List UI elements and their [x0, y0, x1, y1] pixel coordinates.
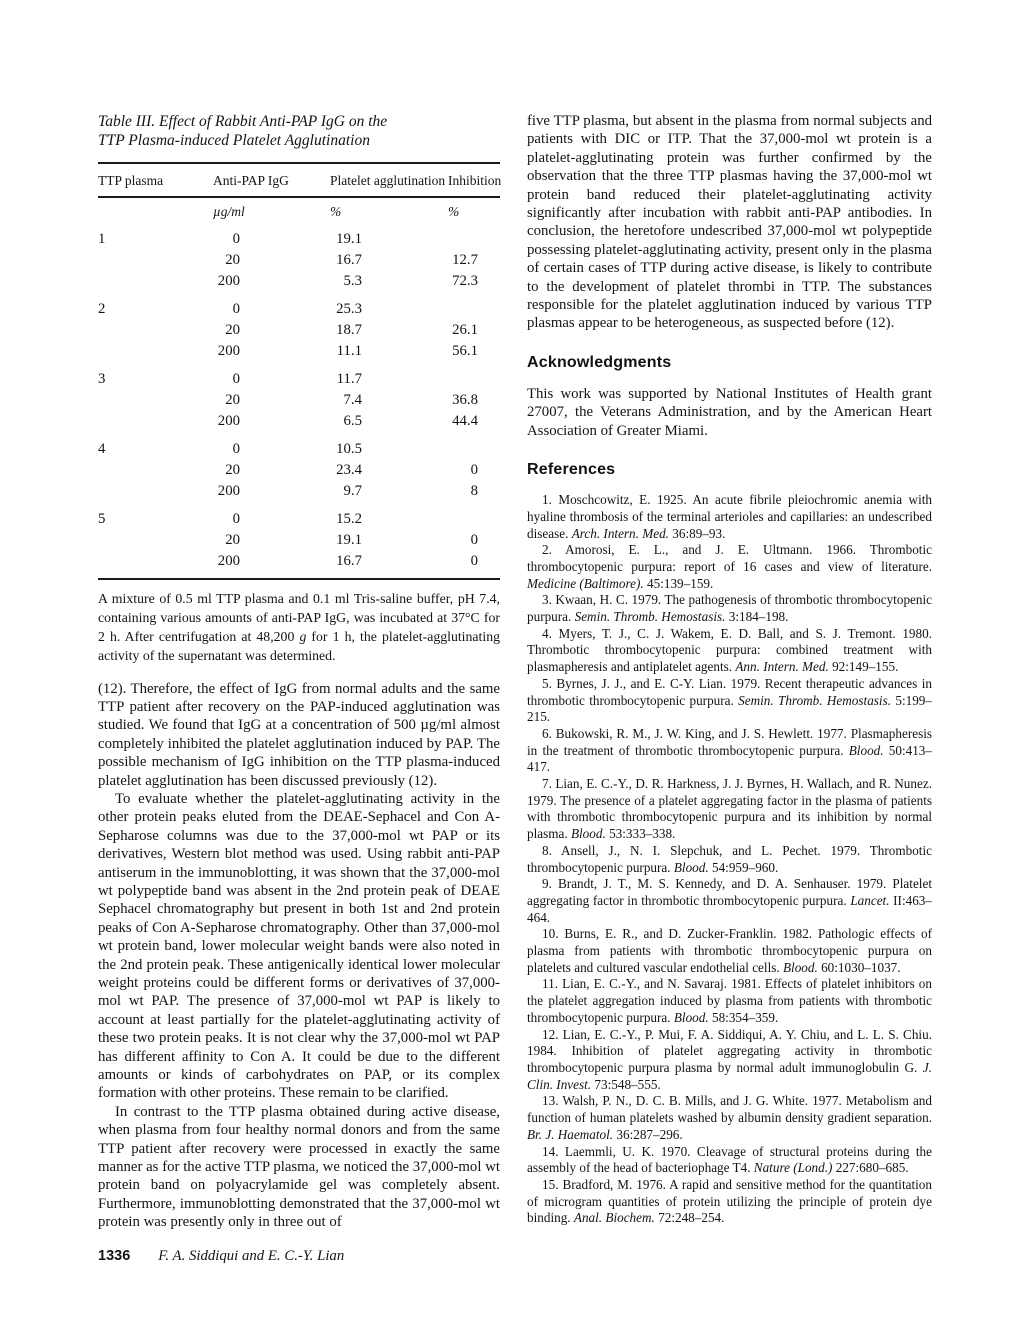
cell-dose: 200: [217, 552, 240, 569]
table-title-line1: Table III. Effect of Rabbit Anti-PAP IgG on the: [98, 113, 388, 130]
cell-dose: 20: [225, 461, 240, 478]
cell-inhibition: 72.3: [452, 272, 478, 289]
cell-dose: 20: [225, 531, 240, 548]
cell-plasma-id-empty: [98, 390, 213, 411]
cell-dose: 200: [217, 342, 240, 359]
cell-dose: 0: [232, 300, 240, 317]
table-group-plasma-2: [98, 299, 500, 362]
reference-item: 6. Bukowski, R. M., J. W. King, and J. S. Hewlett. 1977. Plasmapheresis in the treatment of thrombotic thrombocytopenic purpura. Blood. 50:413–417.: [527, 725, 932, 775]
reference-item: 14. Laemmli, U. K. 1970. Cleavage of structural proteins during the assembly of the head of bacteriophage T4. Nature (Lond.) 227:680–685.: [527, 1143, 932, 1176]
cell-plasma-id-empty: [98, 411, 213, 432]
cell-agglutination: 16.7: [336, 251, 362, 268]
left-column: [98, 112, 500, 1265]
table-row: [98, 411, 500, 432]
body-paragraph: five TTP plasma, but absent in the plasma from normal subjects and patients with DIC or ITP. That the 37,000-mol wt protein is a platelet-agglutinating protein was further confirmed by the observation that the three TTP plasmas having the 37,000-mol wt protein band reduced their platelet-agglutinating activity significantly after incubation with rabbit anti-PAP antibodies. In conclusion, the heretofore undescribed 37,000-mol wt polypeptide possessing platelet-agglutinating activity, present only in the plasma of certain cases of TTP during active disease, is likely to contribute to the development of platelet thrombi in TTP. The substances responsible for the platelet agglutination induced by various TTP plasmas appear to be heterogeneous, as suspected before (12).: [527, 113, 932, 332]
acknowledgments-text: This work was supported by National Institutes of Health grant 27007, the Veterans Administration, and by the American Heart Association of Greater Miami.: [527, 385, 932, 439]
cell-inhibition: 56.1: [452, 342, 478, 359]
reference-item: 8. Ansell, J., N. I. Slepchuk, and L. Pechet. 1979. Thrombotic thrombocytopenic purpura. Blood. 54:959–960.: [527, 842, 932, 875]
table-group-plasma-3: [98, 369, 500, 432]
table-row: [98, 271, 500, 292]
cell-dose: 200: [217, 482, 240, 499]
table-title-line2: TTP Plasma-induced Platelet Agglutination: [98, 132, 370, 149]
references-heading: References: [527, 461, 616, 479]
cell-dose: 0: [232, 510, 240, 527]
table-group-plasma-5: [98, 509, 500, 572]
cell-agglutination: 19.1: [336, 531, 362, 548]
page-footer: [98, 1248, 500, 1265]
table-row: [98, 551, 500, 572]
page-number: 1336: [98, 1247, 131, 1264]
cell-agglutination: 9.7: [343, 482, 362, 499]
table-group-plasma-4: [98, 439, 500, 502]
cell-plasma-id-empty: [98, 250, 213, 271]
cell-agglutination: 6.5: [343, 412, 362, 429]
cell-agglutination: 11.1: [336, 342, 362, 359]
cell-inhibition: [448, 439, 500, 460]
cell-inhibition: 26.1: [452, 321, 478, 338]
unit-cell-percent-inhibition: %: [448, 203, 460, 219]
cell-plasma-id-empty: [98, 271, 213, 292]
column-header-anti-pap-igg: Anti-PAP IgG: [213, 173, 289, 188]
unit-cell-empty: [98, 204, 213, 220]
cell-inhibition: 0: [470, 531, 478, 548]
table-row: [98, 229, 500, 250]
table-row: [98, 369, 500, 390]
right-column: [527, 112, 932, 1227]
table-group-plasma-1: [98, 229, 500, 292]
body-paragraph: To evaluate whether the platelet-agglutinating activity in the other protein peaks eluted from the DEAE-Sephacel and Con A-Sepharose columns was due to the 37,000-mol wt PAP or its derivatives, Western blot method was used. Using rabbit anti-PAP antiserum in the immunoblotting, it was shown that the 37,000-mol wt polypeptide band was absent in the 2nd protein peak of DEAE Sephacel chromatography but present in both 1st and 2nd protein peaks of Con A-Sepharose chromatography. Other than 37,000-mol wt protein band, lower molecular weight bands were also noted in the 2nd protein peak. These antigenically identical lower molecular weight proteins could be different forms or derivatives of 37,000-mol wt PAP. The presence of 37,000-mol wt PAP is likely to account at least partially for the platelet-agglutinating activity of these two protein peaks. It is not clear why the 37,000-mol wt PAP has different affinity to Con A. It could be due to the different amounts or kinds of carbohydrates on PAP, or its complex formation with other proteins. These remain to be clarified.: [98, 790, 500, 1102]
table-row: [98, 460, 500, 481]
reference-item: 7. Lian, E. C.-Y., D. R. Harkness, J. J. Byrnes, H. Wallach, and R. Nunez. 1979. The presence of a platelet aggregating factor in the plasma of patients with thrombotic thrombocytopenic purpura and its inhibition by normal plasma. Blood. 53:333–338.: [527, 776, 932, 842]
cell-inhibition: [448, 509, 500, 530]
reference-item: 1. Moschcowitz, E. 1925. An acute fibrile pleiochromic anemia with hyaline thrombosis of the terminal arterioles and capillaries: an undescribed disease. Arch. Intern. Med. 36:89–93.: [527, 492, 932, 541]
column-header-ttp-plasma: TTP plasma: [98, 173, 164, 188]
cell-agglutination: 15.2: [336, 510, 362, 527]
cell-inhibition: 0: [470, 461, 478, 478]
cell-dose: 20: [225, 391, 240, 408]
reference-item: 4. Myers, T. J., C. J. Wakem, E. D. Ball, and S. J. Tremont. 1980. Thrombotic thrombocytopenic purpura: combined treatment with plasmapheresis and antiplatelet agents. Ann. Intern. Med. 92:149–155.: [527, 625, 932, 675]
cell-agglutination: 11.7: [336, 370, 362, 387]
table-row: [98, 341, 500, 362]
table-row: [98, 530, 500, 551]
reference-item: 9. Brandt, J. T., M. S. Kennedy, and D. A. Senhauser. 1979. Platelet aggregating factor in thrombotic thrombocytopenic purpura. Lancet. II:463–464.: [527, 876, 932, 925]
cell-plasma-id: 1: [98, 230, 106, 247]
table-row: [98, 390, 500, 411]
cell-dose: 200: [217, 272, 240, 289]
cell-inhibition: 44.4: [452, 412, 478, 429]
cell-dose: 200: [217, 412, 240, 429]
column-header-platelet-agglutination: Platelet agglutination: [330, 173, 446, 188]
table-header-row: [98, 164, 500, 196]
reference-item: 15. Bradford, M. 1976. A rapid and sensitive method for the quantitation of microgram quantities of protein utilizing the principle of protein dye binding. Anal. Biochem. 72:248–254.: [527, 1176, 932, 1226]
table-row: [98, 481, 500, 502]
unit-cell-ugml: µg/ml: [213, 203, 245, 219]
cell-agglutination: 19.1: [336, 230, 362, 247]
cell-plasma-id-empty: [98, 341, 213, 362]
table-row: [98, 509, 500, 530]
body-paragraph: (12). Therefore, the effect of IgG from normal adults and the same TTP patient after recovery on the PAP-induced agglutination was studied. We found that IgG at a concentration of 500 µg/ml almost completely inhibited the platelet agglutination induced by PAP. The possible mechanism of IgG inhibition on the TTP plasma-induced platelet agglutination has been discussed previously (12).: [98, 680, 500, 789]
cell-plasma-id: 3: [98, 370, 106, 387]
cell-agglutination: 5.3: [343, 272, 362, 289]
reference-item: 10. Burns, E. R., and D. Zucker-Franklin. 1982. Pathologic effects of plasma from patients with thrombotic thrombocytopenic purpura on platelets and cultured vascular endothelial cells. Blood. 60:1030–1037.: [527, 926, 932, 975]
cell-agglutination: 23.4: [336, 461, 362, 478]
table-rule-bottom: [98, 578, 500, 580]
cell-plasma-id-empty: [98, 460, 213, 481]
reference-item: 11. Lian, E. C.-Y., and N. Savaraj. 1981. Effects of platelet inhibitors on the platelet aggregation induced by plasma from patients with thrombotic thrombocytopenic purpura. Blood. 58:354–359.: [527, 976, 932, 1025]
reference-item: 5. Byrnes, J. J., and E. C-Y. Lian. 1979. Recent therapeutic advances in thrombotic thrombocytopenic purpura. Semin. Thromb. Hemostasis. 5:199–215.: [527, 675, 932, 725]
table-iii: [98, 112, 500, 665]
cell-inhibition: [448, 299, 500, 320]
acknowledgments-heading: Acknowledgments: [527, 353, 672, 371]
table-title: [98, 112, 500, 150]
table-body: [98, 229, 500, 578]
cell-dose: 0: [232, 230, 240, 247]
cell-agglutination: 16.7: [336, 552, 362, 569]
cell-inhibition: 8: [470, 482, 478, 499]
running-authors: F. A. Siddiqui and E. C.-Y. Lian: [158, 1247, 345, 1264]
cell-plasma-id-empty: [98, 481, 213, 502]
reference-item: 12. Lian, E. C.-Y., P. Mui, F. A. Siddiqui, A. Y. Chiu, and L. L. S. Chiu. 1984. Inhibition of platelet aggregating activity in thrombotic thrombocytopenic purpura plasma by normal adult immunoglobulin G. J. Clin. Invest. 73:548–555.: [527, 1026, 932, 1092]
table-row: [98, 250, 500, 271]
cell-agglutination: 18.7: [336, 321, 362, 338]
cell-plasma-id-empty: [98, 320, 213, 341]
cell-inhibition: 0: [470, 552, 478, 569]
reference-item: 13. Walsh, P. N., D. C. B. Mills, and J. G. White. 1977. Metabolism and function of human platelets washed by albumin density gradient separation. Br. J. Haematol. 36:287–296.: [527, 1093, 932, 1142]
table-row: [98, 299, 500, 320]
table-row: [98, 439, 500, 460]
cell-plasma-id: 5: [98, 510, 106, 527]
cell-plasma-id: 4: [98, 440, 106, 457]
cell-inhibition: [448, 369, 500, 390]
cell-agglutination: 25.3: [336, 300, 362, 317]
reference-item: 3. Kwaan, H. C. 1979. The pathogenesis of thrombotic thrombocytopenic purpura. Semin. Thromb. Hemostasis. 3:184–198.: [527, 592, 932, 625]
reference-item: 2. Amorosi, E. L., and J. E. Ultmann. 1966. Thrombotic thrombocytopenic purpura: report of 16 cases and view of literature. Medicine (Baltimore). 45:139–159.: [527, 542, 932, 591]
cell-agglutination: 10.5: [336, 440, 362, 457]
table-units-row: [98, 198, 500, 229]
cell-inhibition: [448, 229, 500, 250]
cell-agglutination: 7.4: [343, 391, 362, 408]
cell-dose: 20: [225, 321, 240, 338]
column-header-inhibition: Inhibition: [448, 173, 502, 188]
cell-plasma-id-empty: [98, 551, 213, 572]
cell-inhibition: 12.7: [452, 251, 478, 268]
table-footnote: A mixture of 0.5 ml TTP plasma and 0.1 ml Tris-saline buffer, pH 7.4, containing various amounts of anti-PAP IgG, was incubated at 37°C for 2 h. After centrifugation at 48,200 g for 1 h, the platelet-agglutinating activity of the supernatant was determined.: [98, 590, 500, 663]
cell-plasma-id: 2: [98, 300, 106, 317]
cell-dose: 20: [225, 251, 240, 268]
unit-cell-percent-agglutination: %: [330, 203, 342, 219]
cell-plasma-id-empty: [98, 530, 213, 551]
cell-dose: 0: [232, 440, 240, 457]
cell-inhibition: 36.8: [452, 391, 478, 408]
body-paragraph: In contrast to the TTP plasma obtained during active disease, when plasma from four healthy normal donors and from the same TTP patient after recovery were processed in exactly the same manner as for the active TTP plasma, we noticed the 37,000-mol wt protein band on polyacrylamide gel was completely absent. Furthermore, immunoblotting demonstrated that the 37,000-mol wt protein was presently only in three out of: [98, 1103, 500, 1231]
table-row: [98, 320, 500, 341]
cell-dose: 0: [232, 370, 240, 387]
